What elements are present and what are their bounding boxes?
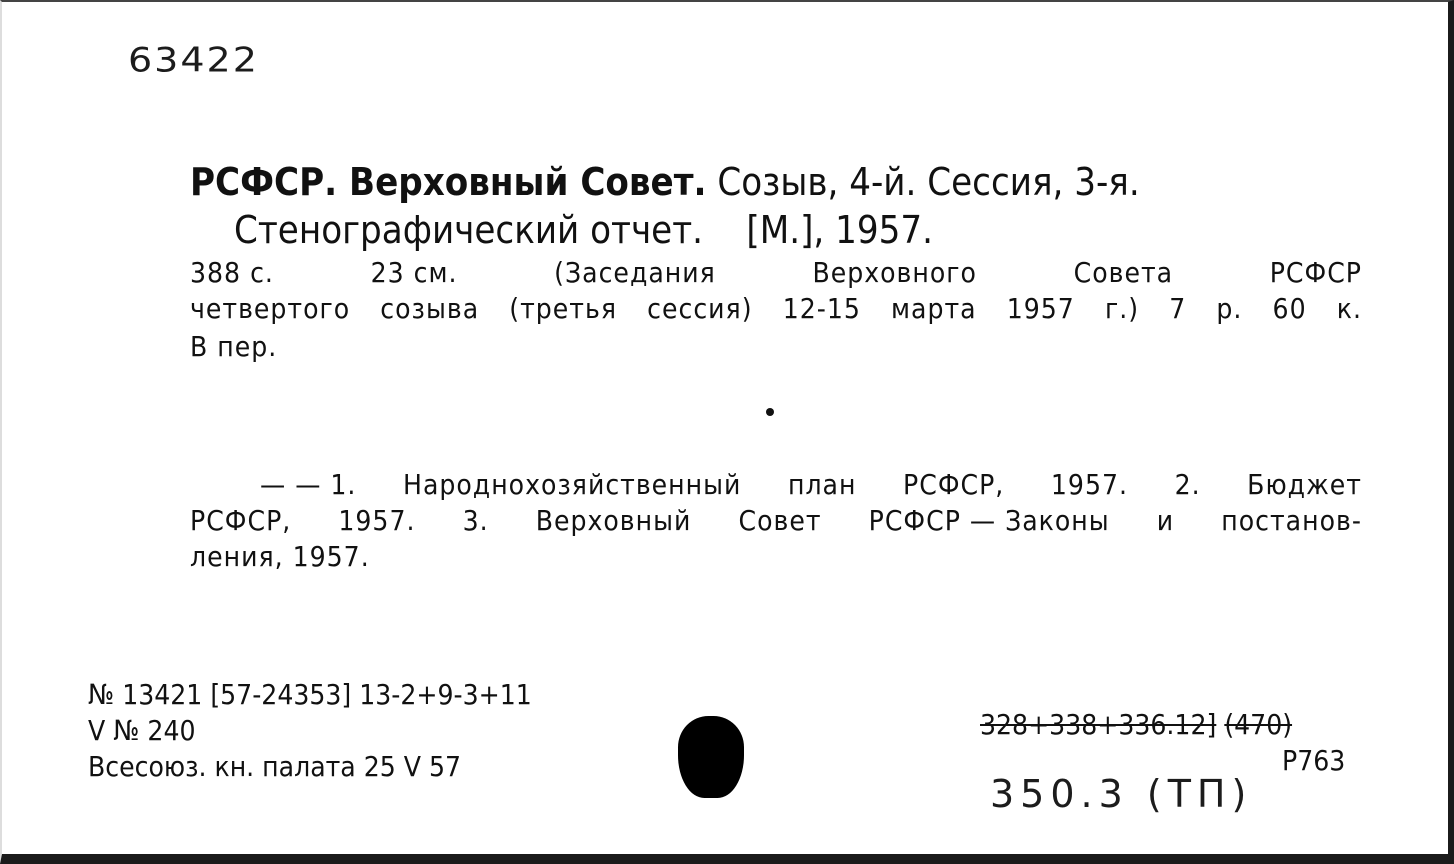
- description-line-2: [190, 292, 1362, 325]
- desc-word: Совета: [1073, 256, 1174, 289]
- desc-word: 1957: [1006, 292, 1075, 325]
- footer-classification: [980, 708, 1292, 741]
- desc-word: 12-15: [782, 292, 861, 325]
- description-line-3: В пер.: [190, 330, 278, 363]
- subject-word: план: [787, 468, 857, 501]
- footer-chamber: Всесоюз. кн. палата 25 V 57: [88, 750, 462, 783]
- subject-word: и: [1156, 504, 1175, 537]
- subjects-line-1: [260, 468, 1362, 501]
- subject-word: постанов-: [1221, 504, 1362, 537]
- desc-word: 60: [1272, 292, 1307, 325]
- subject-word: РСФСР,: [190, 504, 292, 537]
- desc-word: РСФСР: [1269, 256, 1362, 289]
- handwritten-classification: 350.3 (ТП): [990, 772, 1253, 816]
- footer-volume: V № 240: [88, 714, 196, 747]
- subject-word: РСФСР — Законы: [868, 504, 1110, 537]
- footer-index: Р763: [1282, 744, 1346, 777]
- desc-word: к.: [1336, 292, 1362, 325]
- subject-word: Бюджет: [1247, 468, 1362, 501]
- desc-word: сессия): [647, 292, 753, 325]
- desc-word: р.: [1216, 292, 1243, 325]
- heading-author: РСФСР. Верховный Совет.: [190, 160, 707, 204]
- subject-word: Верховный: [535, 504, 692, 537]
- subject-word: 2.: [1174, 468, 1201, 501]
- desc-word: 23 см.: [370, 256, 458, 289]
- ink-blot: [678, 716, 744, 798]
- handwritten-call-number: 63422: [128, 40, 259, 80]
- desc-word: 388 с.: [190, 256, 274, 289]
- desc-word: марта: [891, 292, 977, 325]
- footer-registration: № 13421 [57-24353] 13-2+9-3+11: [88, 678, 532, 711]
- subject-word: Народнохозяйственный: [403, 468, 742, 501]
- struck-class-code: 328+338+336.12]: [980, 708, 1217, 741]
- subject-word: Совет: [738, 504, 822, 537]
- desc-word: 7: [1169, 292, 1187, 325]
- desc-word: Верховного: [812, 256, 977, 289]
- subjects-line-2: [190, 504, 1362, 537]
- class-code: (470): [1224, 708, 1293, 741]
- subject-word: 1957.: [338, 504, 416, 537]
- subject-word: РСФСР,: [903, 468, 1005, 501]
- desc-word: (Заседания: [554, 256, 716, 289]
- separator-dot: [766, 408, 774, 416]
- subjects-line-3: ления, 1957.: [190, 540, 370, 573]
- card-heading: [190, 160, 1140, 204]
- desc-word: г.): [1104, 292, 1140, 325]
- desc-word: (третья: [509, 292, 617, 325]
- subject-word: — — 1.: [260, 468, 357, 501]
- card-subtitle: Стенографический отчет. [М.], 1957.: [234, 208, 933, 252]
- desc-word: четвертого: [190, 292, 351, 325]
- subject-word: 1957.: [1050, 468, 1128, 501]
- heading-session: Созыв, 4-й. Сессия, 3-я.: [706, 160, 1140, 204]
- description-line-1: [190, 256, 1362, 289]
- subject-word: 3.: [462, 504, 489, 537]
- desc-word: созыва: [380, 292, 480, 325]
